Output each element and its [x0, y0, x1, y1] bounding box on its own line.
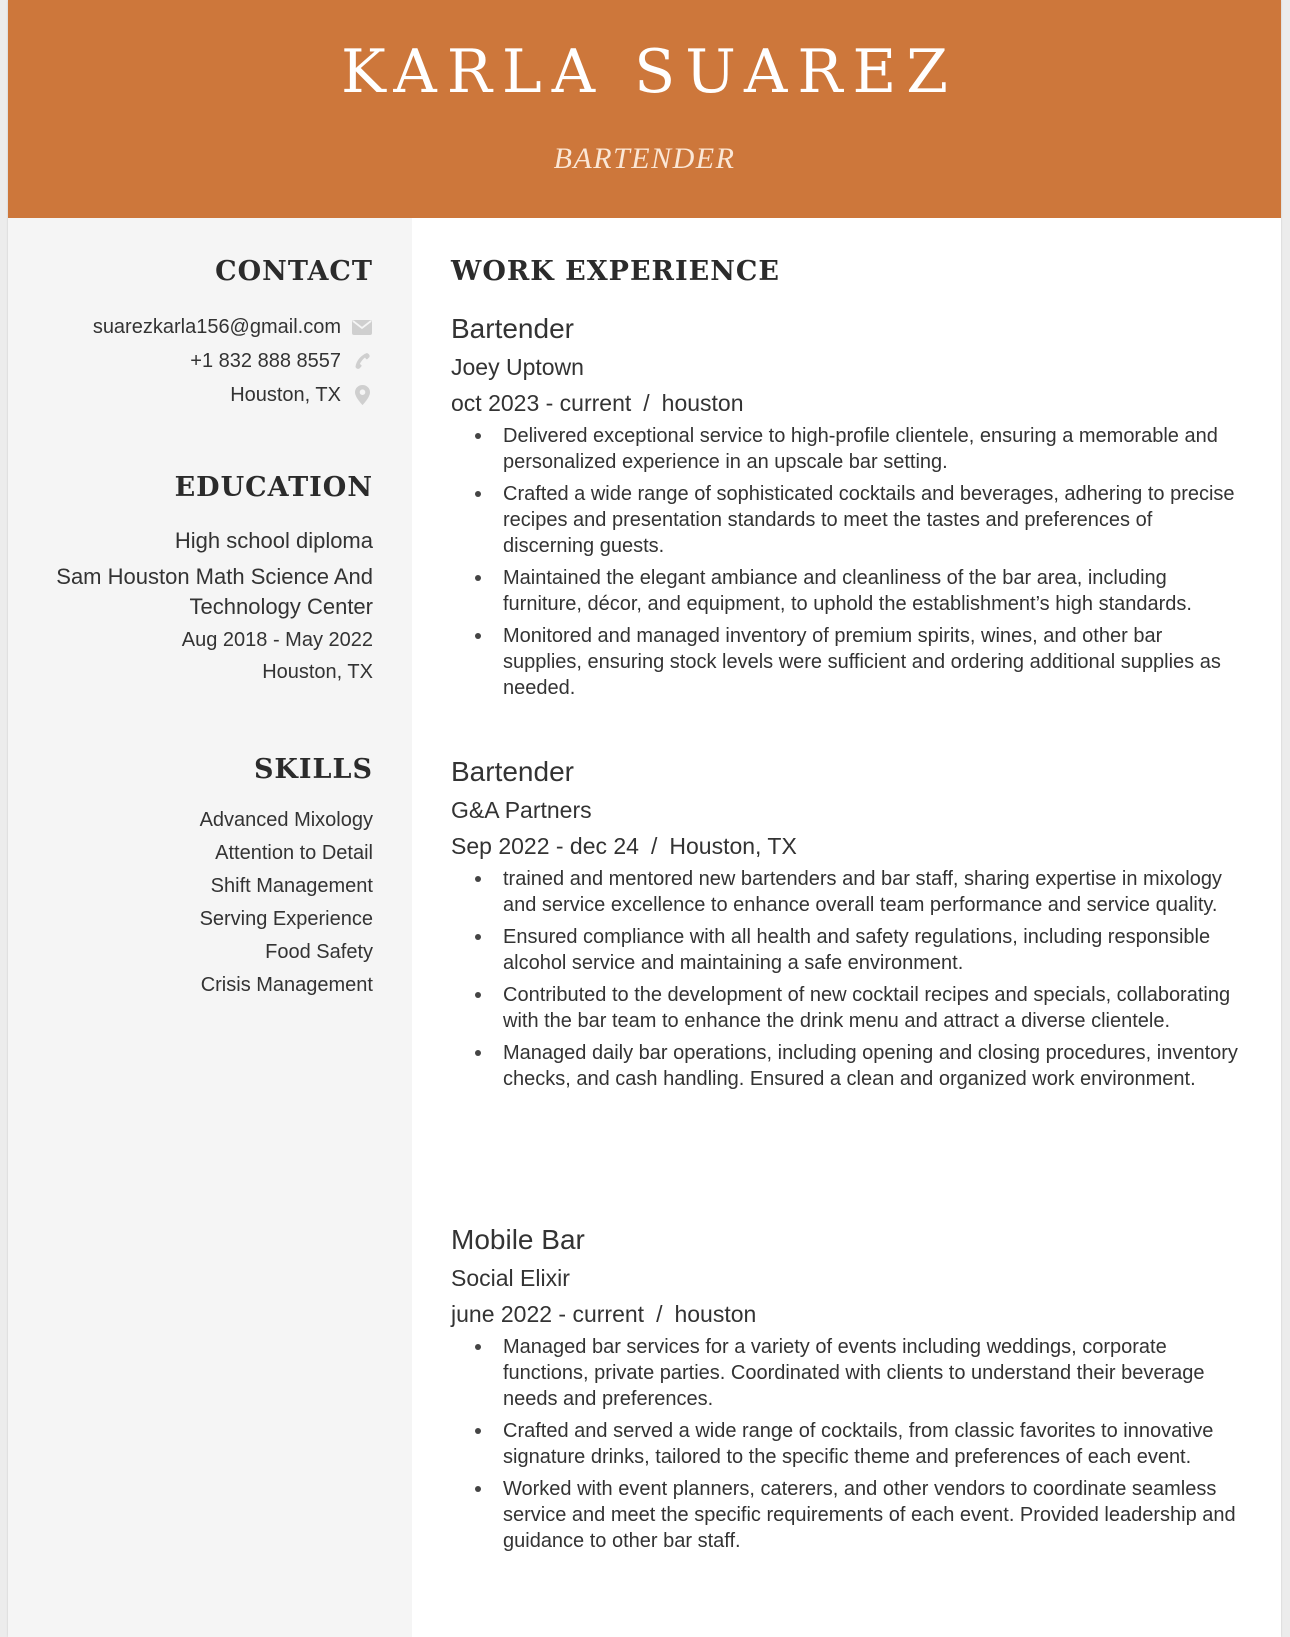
- education-dates: Aug 2018 - May 2022: [181, 629, 373, 652]
- education-heading: EDUCATION: [174, 472, 373, 503]
- job-entry: [451, 1221, 1241, 1560]
- job-bullets: [451, 1334, 1241, 1554]
- job-title: Mobile Bar: [451, 1224, 585, 1255]
- contact-heading: CONTACT: [215, 256, 373, 287]
- contact-phone: [28, 344, 373, 378]
- job-location: Houston, TX: [669, 833, 797, 859]
- skill-item: Crisis Management: [200, 974, 373, 997]
- job-bullets: [451, 423, 1241, 701]
- skill-item: Shift Management: [210, 875, 373, 898]
- contact-email: [28, 310, 373, 344]
- bullet-dot: [475, 575, 481, 581]
- job-company: G&A Partners: [451, 797, 592, 823]
- job-bullets: [451, 866, 1241, 1092]
- job-meta: [451, 828, 1241, 864]
- job-dates: june 2022 - current: [451, 1301, 645, 1327]
- candidate-name: KARLA SUAREZ: [341, 37, 958, 107]
- list-item: [451, 1040, 1241, 1092]
- map-pin-icon: [351, 385, 373, 405]
- bullet-text: Delivered exceptional service to high-profile clientele, ensuring a memorable and personalized experience in an upscale bar setting.: [503, 425, 1218, 473]
- resume-header: [8, 0, 1281, 218]
- contact-phone-text: +1 832 888 8557: [190, 349, 341, 372]
- education-entry: [28, 526, 373, 688]
- skills-list: [28, 804, 373, 1002]
- skill-item: Attention to Detail: [215, 842, 373, 865]
- job-location: houston: [661, 390, 744, 416]
- skills-heading: SKILLS: [253, 754, 373, 785]
- job-meta: [451, 1296, 1241, 1332]
- bullet-text: Managed bar services for a variety of events including weddings, corporate functions, private parties. Coordinated with clients to understand their beverage needs and preferences.: [503, 1336, 1205, 1410]
- education-section: [28, 472, 373, 688]
- bullet-dot: [475, 934, 481, 940]
- contact-email-text: suarezkarla156@gmail.com: [92, 315, 341, 338]
- bullet-dot: [475, 1428, 481, 1434]
- list-item: [451, 1334, 1241, 1412]
- education-degree: High school diploma: [174, 528, 373, 554]
- contact-list: [28, 310, 373, 412]
- work-experience-heading: WORK EXPERIENCE: [451, 256, 780, 287]
- phone-icon: [351, 352, 373, 370]
- bullet-dot: [475, 992, 481, 998]
- list-item: [451, 623, 1241, 701]
- list-item: [451, 565, 1241, 617]
- skills-section: [28, 754, 373, 1002]
- job-title: Bartender: [451, 313, 574, 344]
- job-location: houston: [674, 1301, 757, 1327]
- bullet-dot: [475, 491, 481, 497]
- list-item: [451, 1418, 1241, 1470]
- bullet-dot: [475, 1344, 481, 1350]
- skill-item: Food Safety: [265, 941, 373, 964]
- bullet-dot: [475, 433, 481, 439]
- education-school-line2: Technology Center: [189, 594, 373, 620]
- contact-location-text: Houston, TX: [230, 383, 341, 406]
- job-title: Bartender: [451, 756, 574, 787]
- list-item: [451, 423, 1241, 475]
- bullet-dot: [475, 876, 481, 882]
- job-company: Joey Uptown: [451, 354, 584, 380]
- list-item: [451, 924, 1241, 976]
- list-item: [451, 1476, 1241, 1554]
- skill-item: Serving Experience: [199, 908, 373, 931]
- job-entry: [451, 310, 1241, 707]
- bullet-text: Contributed to the development of new cocktail recipes and specials, collaborating with the bar team to enhance the drink menu and attract a diverse clientele.: [503, 984, 1231, 1032]
- bullet-text: Monitored and managed inventory of premium spirits, wines, and other bar supplies, ensuring stock levels were sufficient and ordering additional supplies as needed.: [503, 625, 1221, 699]
- job-separator: /: [650, 833, 658, 859]
- bullet-text: Maintained the elegant ambiance and cleanliness of the bar area, including furniture, décor, and equipment, to uphold the establishment’s high standards.: [503, 567, 1192, 615]
- list-item: [451, 866, 1241, 918]
- bullet-text: Managed daily bar operations, including opening and closing procedures, inventory checks, and cash handling. Ensured a clean and organized work environment.: [503, 1042, 1238, 1090]
- contact-location: [28, 378, 373, 412]
- resume-page: [8, 0, 1281, 1637]
- bullet-text: Crafted and served a wide range of cocktails, from classic favorites to innovative signature drinks, tailored to the specific theme and preferences of each event.: [503, 1420, 1214, 1468]
- sidebar: [8, 218, 412, 1637]
- bullet-text: trained and mentored new bartenders and bar staff, sharing expertise in mixology and service excellence to enhance overall team performance and service quality.: [503, 868, 1222, 916]
- job-separator: /: [656, 1301, 663, 1327]
- list-item: [451, 481, 1241, 559]
- envelope-icon: [351, 320, 373, 335]
- skill-item: Advanced Mixology: [199, 809, 373, 832]
- candidate-title: BARTENDER: [553, 142, 736, 175]
- job-dates: Sep 2022 - dec 24: [451, 833, 639, 859]
- bullet-dot: [475, 1050, 481, 1056]
- job-meta: [451, 385, 1241, 421]
- job-dates: oct 2023 - current: [451, 390, 632, 416]
- bullet-dot: [475, 633, 481, 639]
- bullet-text: Ensured compliance with all health and safety regulations, including responsible alcohol service and maintaining a safe environment.: [503, 926, 1211, 974]
- education-location: Houston, TX: [262, 661, 373, 684]
- job-company: Social Elixir: [451, 1265, 570, 1291]
- bullet-text: Crafted a wide range of sophisticated cocktails and beverages, adhering to precise recipes and presentation standards to meet the tastes and preferences of discerning guests.: [503, 483, 1235, 557]
- job-entry: [451, 753, 1241, 1098]
- education-school-line1: Sam Houston Math Science And: [56, 564, 373, 590]
- bullet-text: Worked with event planners, caterers, and other vendors to coordinate seamless service and meet the specific requirements of each event. Provided leadership and guidance to other bar staff.: [503, 1478, 1236, 1552]
- job-separator: /: [643, 390, 650, 416]
- list-item: [451, 982, 1241, 1034]
- bullet-dot: [475, 1486, 481, 1492]
- contact-section: [28, 256, 373, 412]
